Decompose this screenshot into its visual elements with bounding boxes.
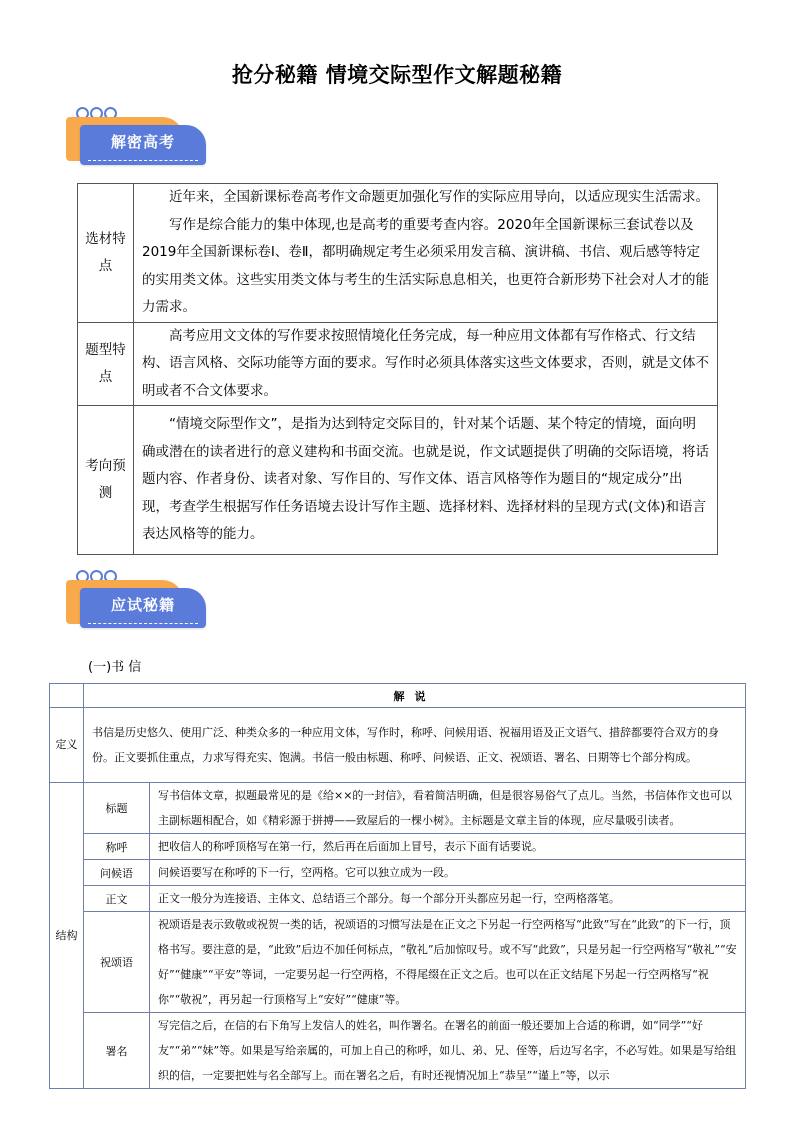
table-row	[50, 708, 746, 783]
table-row	[50, 860, 746, 886]
row-header: 考向预测	[78, 406, 134, 555]
item-name: 问候语	[84, 860, 150, 886]
rings-decoration	[76, 568, 118, 580]
item-name: 称呼	[84, 834, 150, 860]
subsection-title: (一)书 信	[88, 660, 142, 675]
section-title: 解密高考	[110, 133, 175, 151]
table-row	[50, 912, 746, 1013]
item-name: 祝颂语	[84, 912, 150, 1013]
row-content	[134, 184, 718, 323]
letter-table	[49, 683, 746, 1089]
paragraph: “情境交际型作文”，是指为达到特定交际目的，针对某个话题、某个特定的情境，面向明确或潜在的读者进行的意义建构和书面交流。也就是说，作文试题提供了明确的交际语境，将话题内容、作者身份、读者对象、写作目的、写作文体、语言风格等作为题目的“规定成分”出现，考查学生根据写作任务语境去设计写作主题、选择材料、选择材料的呈现方式(文体)和语言表达风格等的能力。	[142, 416, 709, 543]
item-text: 正文一般分为连接语、主体文、总结语三个部分。每一个部分开头都应另起一行，空两格落笔。	[150, 886, 746, 912]
table-row	[78, 184, 718, 323]
table-row	[50, 1013, 746, 1089]
item-text: 祝颂语是表示致敬或祝贺一类的话，祝颂语的习惯写法是在正文之下另起一行空两格写“此致”写在“此致”的下一行，顶格书写。要注意的是，“此致”后边不加任何标点，“敬礼”后加惊叹号。或不写“此致”，只是另起一行空两格写“敬礼”“安好”“健康”“平安”等词，一定要另起一行空两格，不得尾缀在正文之后。也可以在正文结尾下另起一行空两格写“祝你”“敬祝”，再另起一行顶格写上“安好”“健康”等。	[150, 912, 746, 1013]
row-label: 结构	[50, 783, 84, 1089]
rings-decoration	[76, 105, 118, 117]
item-name: 正文	[84, 886, 150, 912]
section-banner-1	[66, 105, 208, 169]
row-content	[134, 322, 718, 406]
table-row	[50, 783, 746, 834]
table-row	[78, 322, 718, 406]
table-row	[78, 406, 718, 555]
item-name: 署名	[84, 1013, 150, 1089]
paragraph: 高考应用文文体的写作要求按照情境化任务完成，每一种应用文体都有写作格式、行文结构、语言风格、交际功能等方面的要求。写作时必须具体落实这些文体要求，否则，就是文体不明或者不合文体要求。	[142, 327, 709, 399]
row-label: 定义	[50, 708, 84, 783]
paragraph: 近年来，全国新课标卷高考作文命题更加强化写作的实际应用导向，以适应现实生活需求。	[169, 189, 709, 205]
row-content	[134, 406, 718, 555]
page-title: 抢分秘籍 情境交际型作文解题秘籍	[231, 63, 563, 87]
column-header: 解说	[84, 684, 746, 708]
definition-text: 书信是历史悠久、使用广泛、种类众多的一种应用文体，写作时，称呼、问候用语、祝福用语及正文语气、措辞都要符合双方的身份。正文要抓住重点，力求写得充实、饱满。书信一般由标题、称呼、问候语、正文、祝颂语、署名、日期等七个部分构成。	[84, 708, 746, 783]
item-text: 问候语要写在称呼的下一行，空两格。它可以独立成为一段。	[150, 860, 746, 886]
paragraph: 写作是综合能力的集中体现,也是高考的重要考查内容。2020年全国新课标三套试卷以及 2019年全国新课标卷Ⅰ、卷Ⅱ，都明确规定考生必须采用发言稿、演讲稿、书信、观后感等特定的实用类文体。这些实用类文体与考生的生活实际息息相关，也更符合新形势下社会对人才的能力需求。	[142, 216, 709, 315]
analysis-table	[77, 183, 718, 555]
section-banner-2	[66, 568, 208, 632]
item-text: 写书信体文章，拟题最常见的是《给××的一封信》，看着简洁明确，但是很容易俗气了点儿。当然，书信体作文也可以主副标题相配合，如《精彩源于拼搏——致屋后的一棵小树》。主标题是文章主旨的体现，应尽量吸引读者。	[150, 783, 746, 834]
row-header: 选材特点	[78, 184, 134, 323]
item-name: 标题	[84, 783, 150, 834]
item-text: 写完信之后，在信的右下角写上发信人的姓名，叫作署名。在署名的前面一般还要加上合适的称谓，如“同学”“好友”“弟”“妹”等。如果是写给亲属的，可加上自己的称呼，如儿、弟、兄、侄等，后边写名字，不必写姓。如果是写给组织的信，一定要把姓与名全部写上。而在署名之后，有时还视情况加上“恭呈”“谨上”等，以示	[150, 1013, 746, 1089]
table-row	[50, 886, 746, 912]
table-row	[50, 834, 746, 860]
table-header-row	[50, 684, 746, 708]
section-title: 应试秘籍	[110, 596, 175, 614]
row-header: 题型特点	[78, 322, 134, 406]
item-text: 把收信人的称呼顶格写在第一行，然后再在后面加上冒号，表示下面有话要说。	[150, 834, 746, 860]
